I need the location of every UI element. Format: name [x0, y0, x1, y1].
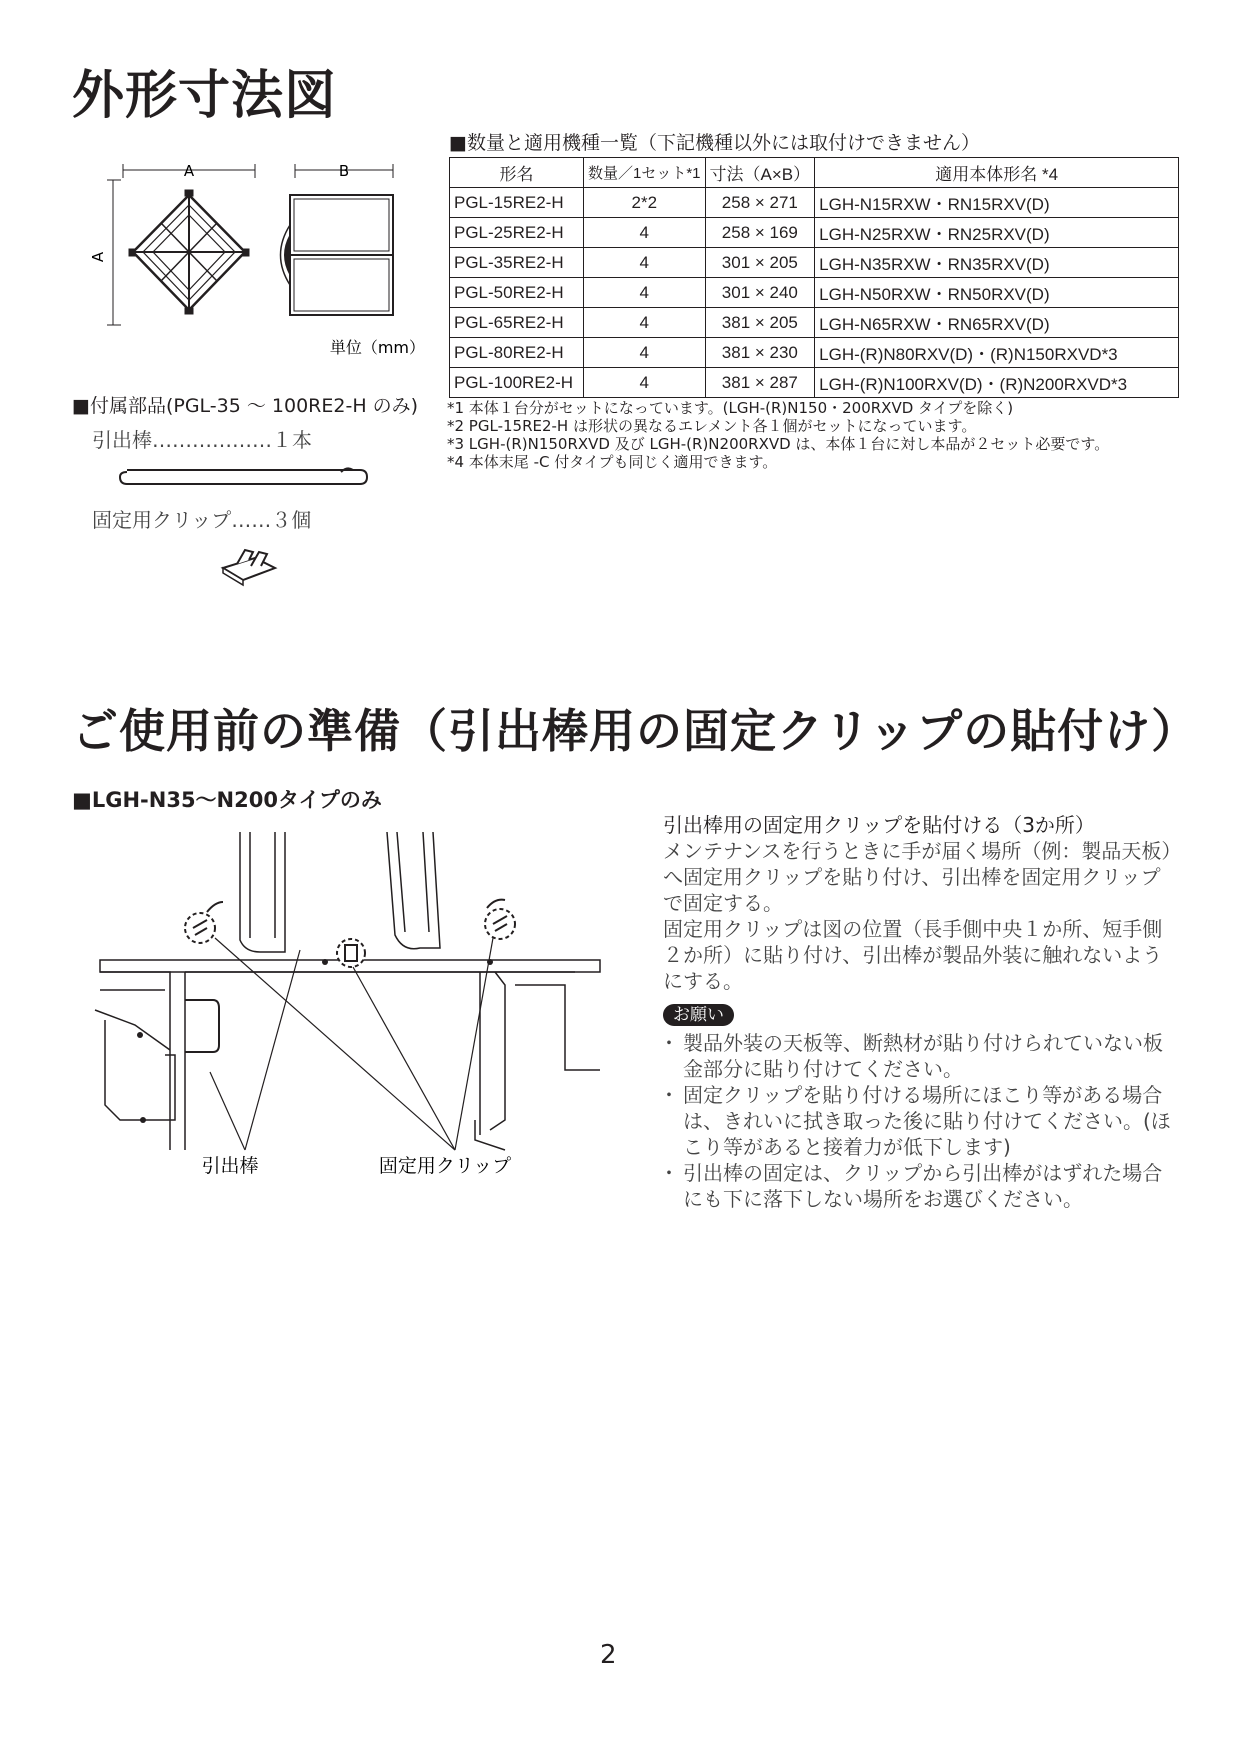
filter-side-view	[281, 195, 394, 315]
label-pull-rod: 引出棒	[201, 1155, 259, 1177]
cell-size: 381 × 287	[705, 368, 815, 398]
cell-model: PGL-50RE2-H	[450, 278, 584, 308]
unit-label: 単位（mm）	[329, 338, 425, 357]
cell-body: LGH-(R)N80RXV(D)・(R)N150RXVD*3	[815, 338, 1179, 368]
table-row	[450, 368, 1179, 398]
table-row	[450, 218, 1179, 248]
table-row	[450, 308, 1179, 338]
table-row	[450, 188, 1179, 218]
label-a-side: A	[89, 251, 107, 263]
cell-body: LGH-N65RXW・RN65RXV(D)	[815, 308, 1179, 338]
section-subheading: ■LGH-N35～N200タイプのみ	[72, 788, 382, 812]
cell-model: PGL-80RE2-H	[450, 338, 584, 368]
col-header-model: 形名	[450, 158, 584, 188]
clip-marker-center	[337, 939, 365, 967]
clip-marker-right	[485, 900, 515, 939]
caution-item: ・ 製品外装の天板等、断熱材が貼り付けられていない板金部分に貼り付けてください。	[663, 1030, 1173, 1082]
col-header-body: 適用本体形名 *4	[815, 158, 1179, 188]
page-title: 外形寸法図	[72, 66, 338, 126]
section-title: ご使用前の準備（引出棒用の固定クリップの貼付け）	[72, 704, 1199, 758]
table-row	[450, 248, 1179, 278]
instruction-paragraph: メンテナンスを行うときに手が届く場所（例：製品天板）へ固定用クリップを貼り付け、引出棒を固定用クリップで固定する。	[663, 839, 1172, 915]
instructions-heading: 引出棒用の固定用クリップを貼付ける（3か所）	[663, 813, 1095, 837]
cell-size: 301 × 240	[705, 278, 815, 308]
cell-model: PGL-35RE2-H	[450, 248, 584, 278]
cell-body: LGH-(R)N100RXV(D)・(R)N200RXVD*3	[815, 368, 1179, 398]
note-2: *2 PGL-15RE2-H は形状の異なるエレメント各１個がセットになっています。	[447, 417, 977, 435]
cell-qty: 4	[584, 278, 706, 308]
table-caption: ■数量と適用機種一覧（下記機種以外には取付けできません）	[449, 132, 980, 154]
instruction-paragraph: 固定用クリップは図の位置（長手側中央１か所、短手側２か所）に貼り付け、引出棒が製品外装に触れないようにする。	[663, 917, 1163, 993]
caution-item: ・ 引出棒の固定は、クリップから引出棒がはずれた場合にも下に落下しない場所をお選びください。	[663, 1160, 1173, 1212]
cell-qty: 4	[584, 218, 706, 248]
table-notes	[447, 399, 1167, 471]
cell-qty: 4	[584, 338, 706, 368]
cell-size: 301 × 205	[705, 248, 815, 278]
table-row	[450, 338, 1179, 368]
pull-rod-illustration	[115, 462, 375, 492]
accessories-heading: ■付属部品(PGL-35 ～ 100RE2-H のみ)	[72, 395, 419, 417]
filter-front-view	[129, 190, 249, 314]
label-b: B	[338, 162, 350, 180]
cell-model: PGL-15RE2-H	[450, 188, 584, 218]
request-badge: お願い	[663, 1004, 734, 1026]
cell-size: 258 × 271	[705, 188, 815, 218]
cell-body: LGH-N50RXW・RN50RXV(D)	[815, 278, 1179, 308]
instructions	[663, 812, 1173, 1212]
cell-size: 258 × 169	[705, 218, 815, 248]
clip-position-diagram	[95, 820, 615, 1180]
cell-body: LGH-N25RXW・RN25RXV(D)	[815, 218, 1179, 248]
col-header-qty: 数量／1セット*1	[584, 158, 706, 188]
cell-size: 381 × 230	[705, 338, 815, 368]
accessory-rod: 引出棒………………１本	[92, 428, 312, 452]
dimension-drawing	[89, 160, 435, 360]
cell-qty: 4	[584, 308, 706, 338]
col-header-size: 寸法（A×B）	[705, 158, 815, 188]
note-3: *3 LGH-(R)N150RXVD 及び LGH-(R)N200RXVD は、本体１台に対し本品が２セット必要です。	[447, 435, 1110, 453]
note-4: *4 本体末尾 -C 付タイプも同じく適用できます。	[447, 453, 778, 471]
cell-size: 381 × 205	[705, 308, 815, 338]
cell-body: LGH-N15RXW・RN15RXV(D)	[815, 188, 1179, 218]
note-1: *1 本体１台分がセットになっています。(LGH-(R)N150・200RXVD タイプを除く)	[447, 399, 1014, 417]
cell-qty: 2*2	[584, 188, 706, 218]
accessory-clip: 固定用クリップ……３個	[92, 508, 312, 532]
caution-item: ・ 固定クリップを貼り付ける場所にほこり等がある場合は、きれいに拭き取った後に貼り付けてください。(ほこり等があると接着力が低下します)	[663, 1082, 1173, 1160]
label-fixing-clip: 固定用クリップ	[378, 1155, 512, 1177]
label-a-top: A	[183, 162, 195, 180]
table-row	[450, 278, 1179, 308]
cell-body: LGH-N35RXW・RN35RXV(D)	[815, 248, 1179, 278]
clip-marker-left	[185, 902, 223, 943]
cell-model: PGL-65RE2-H	[450, 308, 584, 338]
cell-model: PGL-25RE2-H	[450, 218, 584, 248]
cell-qty: 4	[584, 368, 706, 398]
clip-illustration	[215, 540, 285, 590]
cell-model: PGL-100RE2-H	[450, 368, 584, 398]
table-header-row	[450, 158, 1179, 188]
spec-table	[449, 157, 1179, 398]
cell-qty: 4	[584, 248, 706, 278]
page-number: 2	[600, 1640, 617, 1670]
